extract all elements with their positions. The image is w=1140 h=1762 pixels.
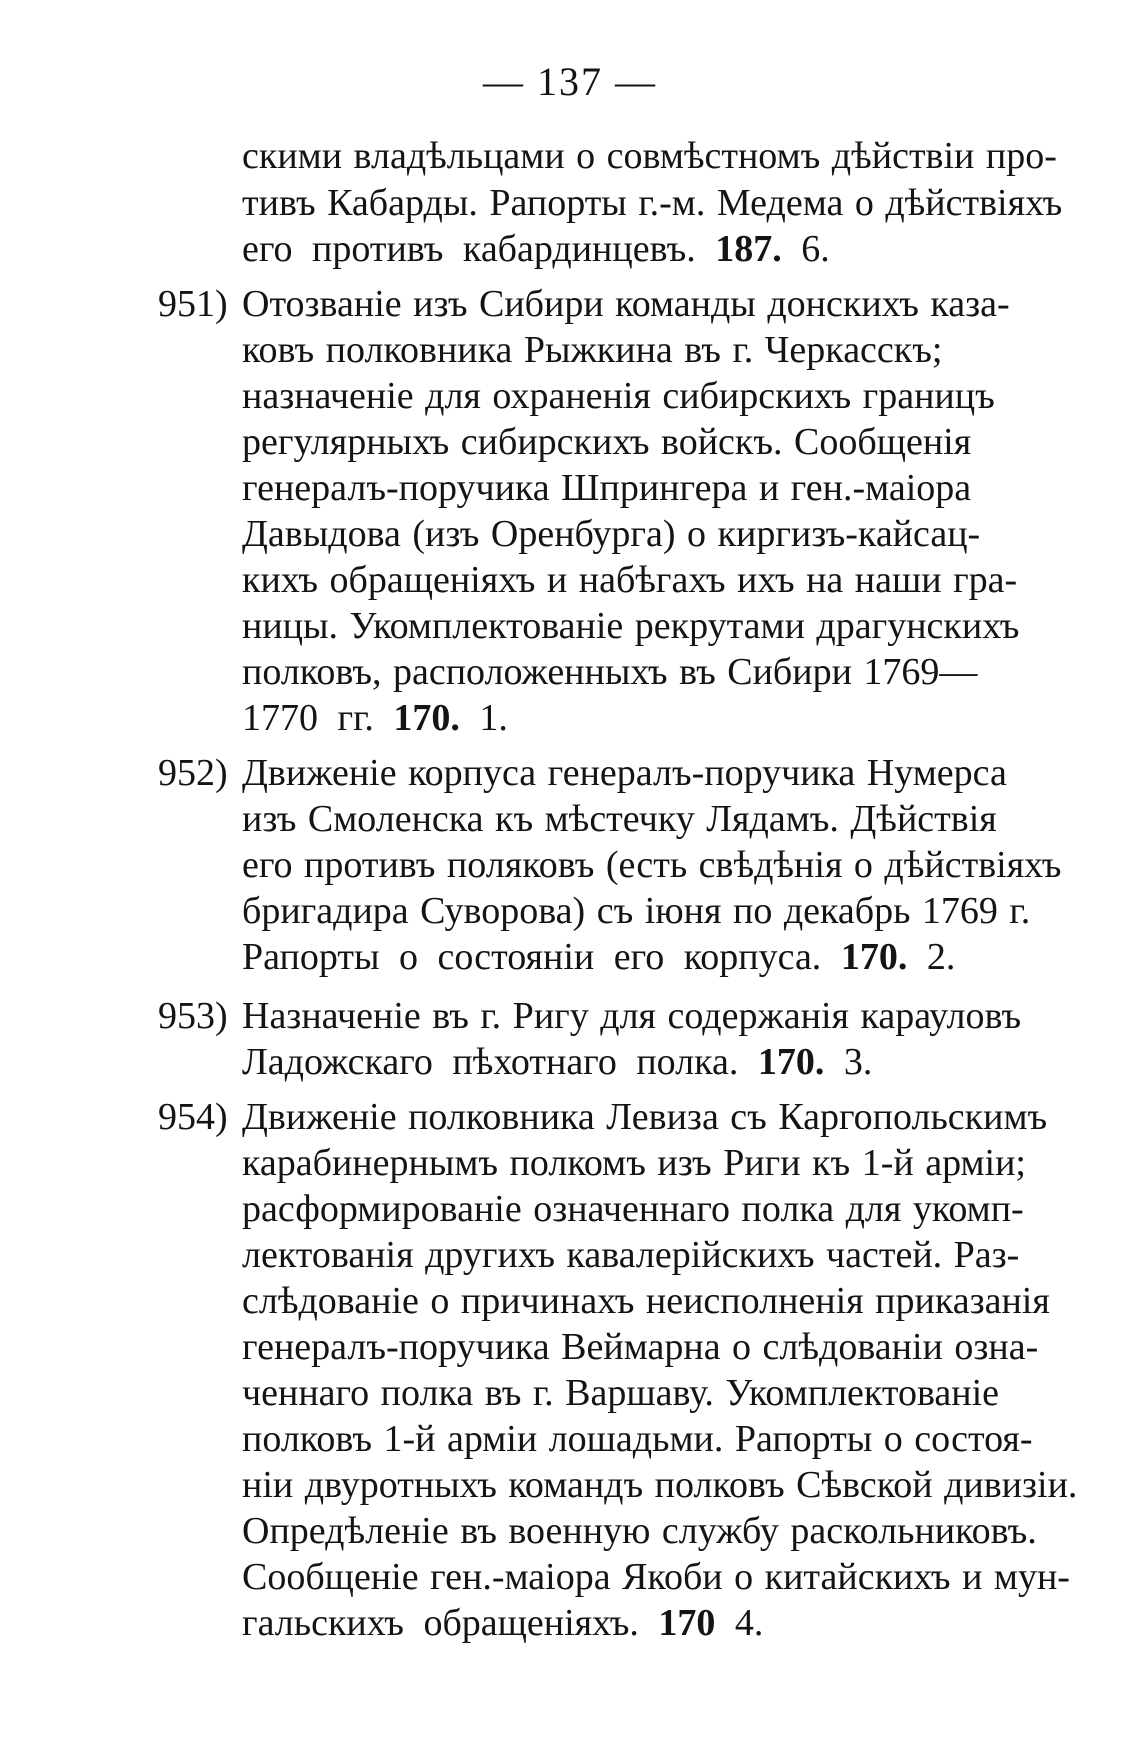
entry-line: его противъ поляковъ (есть свѣдѣнiя о дѣйствiяхъ <box>242 844 1062 886</box>
item-ref: 2. <box>926 936 956 978</box>
entry-line: Отозванiе изъ Сибири команды донскихъ каза- <box>242 283 1010 325</box>
entry-number: 953) <box>158 995 228 1037</box>
entry-line: полковъ, расположенныхъ въ Сибири 1769— <box>242 651 978 693</box>
volume-ref: 187. <box>715 228 782 270</box>
volume-ref: 170. <box>757 1041 825 1083</box>
entry-text: Ладожскаго пѣхотнаго полка. <box>242 1041 739 1083</box>
continuation-line: тивъ Кабарды. Рапорты г.-м. Медема о дѣйствiяхъ <box>242 182 1063 224</box>
entry-line: ковъ полковника Рыжкина въ г. Черкасскъ; <box>242 329 943 371</box>
entry-line: расформированiе означеннаго полка для укомп- <box>242 1188 1024 1230</box>
entry-line: Опредѣленiе въ военную службу раскольниковъ. <box>242 1510 1037 1552</box>
entry-number: 951) <box>158 283 228 325</box>
volume-ref: 170. <box>393 697 460 739</box>
entry-line: бригадира Суворова) съ iюня по декабрь 1769 г. <box>242 890 1031 932</box>
item-ref: 6. <box>801 228 830 270</box>
entry-last-line <box>242 695 942 741</box>
entry-line: регулярныхъ сибирскихъ войскъ. Сообщенiя <box>242 421 972 463</box>
entry-line: Сообщенiе ген.-маiора Якоби о китайскихъ и мун- <box>242 1556 1070 1598</box>
entry-line: лектованiя другихъ кавалерiйскихъ частей. Раз- <box>242 1234 1020 1276</box>
entry-line: карабинернымъ полкомъ изъ Риги къ 1-й армiи; <box>242 1142 1026 1184</box>
entry-line: изъ Смоленска къ мѣстечку Лядамъ. Дѣйствiя <box>242 798 997 840</box>
entry-line: генералъ-поручика Веймарна о слѣдованiи озна- <box>242 1326 1039 1368</box>
item-ref: 1. <box>479 697 508 739</box>
entry-line: Движенiе корпуса генералъ-поручика Нумерса <box>242 752 1007 794</box>
volume-ref: 170. <box>840 936 908 978</box>
entry-last-line <box>242 1600 942 1646</box>
entry-line: Давыдова (изъ Оренбурга) о киргизъ-кайсац- <box>242 513 981 555</box>
continuation-last-line <box>242 226 942 272</box>
entry-line: ченнаго полка въ г. Варшаву. Укомплектованiе <box>242 1372 1000 1414</box>
entry-line: Назначенiе въ г. Ригу для содержанiя карауловъ <box>242 995 1022 1037</box>
entry-line: слѣдованiе о причинахъ неисполненiя приказанiя <box>242 1280 1050 1322</box>
item-ref: 3. <box>843 1041 873 1083</box>
volume-ref: 170 <box>658 1602 716 1644</box>
entry-line: полковъ 1-й армiи лошадьми. Рапорты о состоя- <box>242 1418 1033 1460</box>
entry-text: его противъ кабардинцевъ. <box>242 228 696 270</box>
entry-line: назначенiе для охраненiя сибирскихъ границъ <box>242 375 995 417</box>
entry-line: Движенiе полковника Левиза съ Каргопольскимъ <box>242 1096 1048 1138</box>
entry-text: 1770 гг. <box>242 697 374 739</box>
entry-number: 952) <box>158 752 228 794</box>
item-ref: 4. <box>734 1602 764 1644</box>
entry-number: 954) <box>158 1096 228 1138</box>
entry-text: гальскихъ обращенiяхъ. <box>242 1602 639 1644</box>
entry-line: нiи двуротныхъ командъ полковъ Сѣвской дивизiи. <box>242 1464 1078 1506</box>
entry-line: ницы. Укомплектованiе рекрутами драгунскихъ <box>242 605 1020 647</box>
entry-last-line <box>242 1039 942 1085</box>
entry-line: кихъ обращенiяхъ и набѣгахъ ихъ на наши гра- <box>242 559 1018 601</box>
entry-last-line <box>242 934 956 980</box>
continuation-line: скими владѣльцами о совмѣстномъ дѣйствiи про- <box>242 135 1057 177</box>
page-number: — 137 — <box>483 59 657 104</box>
entry-line: генералъ-поручика Шпрингера и ген.-маiора <box>242 467 972 509</box>
entry-text: Рапорты о состоянiи его корпуса. <box>242 936 822 978</box>
